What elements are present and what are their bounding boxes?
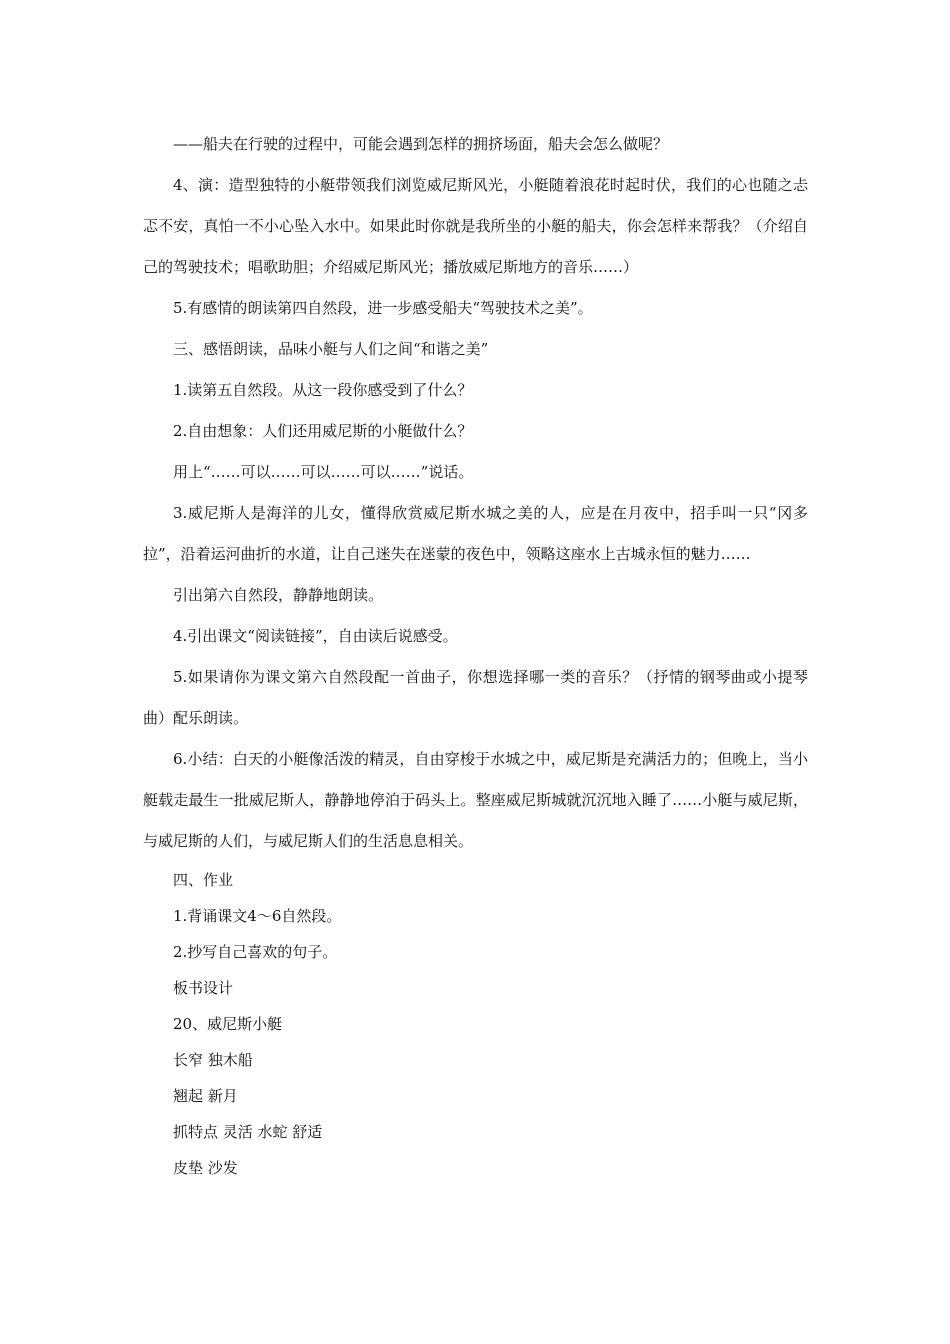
section-heading-homework: 四、作业: [173, 871, 234, 889]
paragraph-read-fifth: 1.读第五自然段。从这一段你感受到了什么？: [173, 381, 473, 399]
document-body: [143, 124, 808, 1186]
paragraph-reading-link: 4.引出课文“阅读链接”，自由读后说感受。: [173, 627, 458, 645]
paragraph-read-fourth: 5.有感情的朗读第四自然段，进一步感受船夫“驾驶技术之美”。: [173, 299, 593, 317]
paragraph-sentence-pattern: 用上“……可以……可以……可以……”说话。: [173, 463, 474, 481]
homework-item-copy: 2.抄写自己喜欢的句子。: [173, 943, 338, 961]
paragraph-act-out: 4、演：造型独特的小艇带领我们浏览威尼斯风光，小艇随着浪花时起时伏，我们的心也随之忐忑不安，真怕一不小心坠入水中。如果此时你就是我所坐的小艇的船夫，你会怎样来帮我？（介绍自己的驾驶技术；唱歌助胆；介绍威尼斯风光；播放威尼斯地方的音乐……）: [143, 176, 808, 276]
board-design-line-4: 皮垫 沙发: [173, 1159, 238, 1177]
paragraph-sixth: 引出第六自然段，静静地朗读。: [173, 586, 384, 604]
paragraph-imagine: 2.自由想象：人们还用威尼斯的小艇做什么？: [173, 422, 473, 440]
board-design-line-3: 抓特点 灵活 水蛇 舒适: [173, 1123, 323, 1141]
board-design-heading: 板书设计: [173, 979, 234, 997]
section-heading-harmony: 三、感悟朗读，品味小艇与人们之间“和谐之美”: [173, 340, 489, 358]
paragraph-summary: 6.小结：白天的小艇像活泼的精灵，自由穿梭于水城之中，威尼斯是充满活力的；但晚上，当小艇载走最生一批威尼斯人，静静地停泊于码头上。整座威尼斯城就沉沉地入睡了……小艇与威尼斯，与威尼斯的人们，与威尼斯人们的生活息息相关。: [143, 750, 808, 850]
paragraph-boatman-question: ——船夫在行驶的过程中，可能会遇到怎样的拥挤场面，船夫会怎么做呢？: [173, 135, 669, 153]
paragraph-venetians: 3.威尼斯人是海洋的儿女，懂得欣赏威尼斯水城之美的人，应是在月夜中，招手叫一只“冈多拉”，沿着运河曲折的水道，让自己迷失在迷蒙的夜色中，领略这座水上古城永恒的魅力……: [143, 504, 808, 563]
board-design-line-1: 长窄 独木船: [173, 1051, 253, 1069]
board-design-title: 20、威尼斯小艇: [173, 1015, 283, 1033]
homework-item-recite: 1.背诵课文4～6自然段。: [173, 907, 342, 925]
board-design-line-2: 翘起 新月: [173, 1087, 238, 1105]
paragraph-music: 5.如果请你为课文第六自然段配一首曲子，你想选择哪一类的音乐？（抒情的钢琴曲或小提琴曲）配乐朗读。: [143, 668, 808, 727]
